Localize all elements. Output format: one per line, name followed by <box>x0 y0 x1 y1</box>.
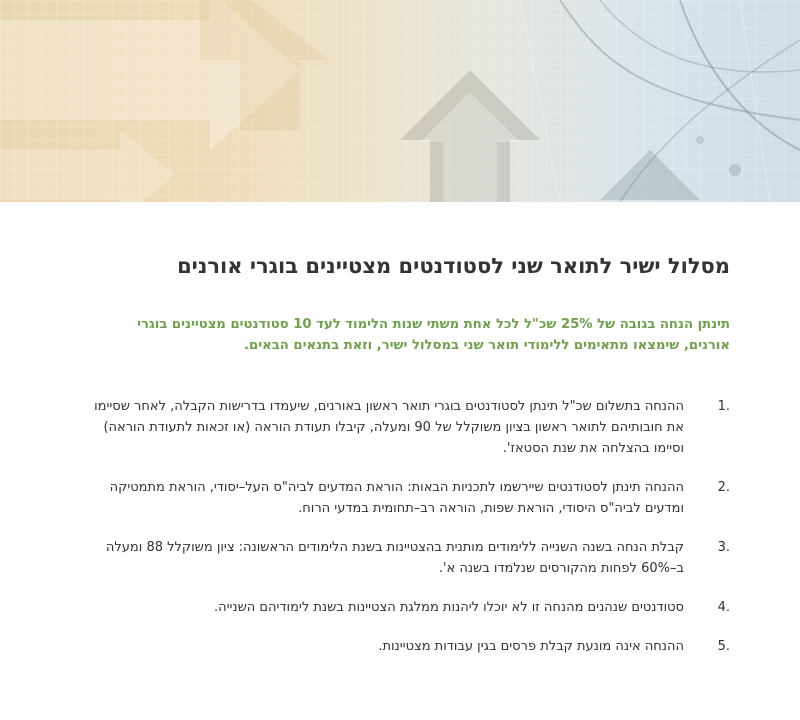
list-item-text: ההנחה בתשלום שכ"ל תינתן לסטודנטים בוגרי תואר ראשון באורנים, שיעמדו בדרישות הקבלה, לאחר שסיימו את חובותיהם לתואר ראשון בציון משוקלל של 90 ומעלה, קיבלו תעודת הוראה (או זכאות לתעודת הוראה) וסיימו בהצלחה את שנת הסטאז'. <box>94 399 684 456</box>
conditions-list <box>70 396 730 675</box>
list-item-text: סטודנטים שנהנים מהנחה זו לא יוכלו ליהנות ממלגת הצטיינות בשנת לימודיהם השנייה. <box>213 600 684 615</box>
list-item-number: .3 <box>717 540 730 555</box>
list-item-number: .4 <box>717 600 730 615</box>
page-title: מסלול ישיר לתואר שני לסטודנטים מצטיינים בוגרי אורנים <box>177 254 730 278</box>
list-item <box>70 477 730 519</box>
list-item <box>70 537 730 579</box>
intro-text: תינתן הנחה בגובה של 25% שכ"ל לכל אחת משתי שנות הלימוד לעד 10 סטודנטים מצטיינים בוגרי אורנים, שימצאו מתאימים ללימודי תואר שני במסלול ישיר, וזאת בתנאים הבאים. <box>137 317 730 353</box>
list-item-number: .5 <box>717 639 730 654</box>
list-item-number: .1 <box>717 399 730 414</box>
banner-arrows-graphic <box>0 0 800 202</box>
list-item <box>70 396 730 459</box>
list-item-text: קבלת הנחה בשנה השנייה ללימודים מותנית בהצטיינות בשנת הלימודים הראשונה: ציון משוקלל 88 ומעלה ב–60% לפחות מהקורסים שנלמדו בשנה א'. <box>105 540 684 576</box>
list-item-text: ההנחה תינתן לסטודנטים שיירשמו לתכניות הבאות: הוראת המדעים לביה"ס העל–יסודי, הוראת מתמטיקה ומדעים לביה"ס היסודי, הוראת שפות, הוראה רב–תחומית במדעי הרוח. <box>109 480 684 516</box>
list-item <box>70 597 730 618</box>
list-item <box>70 636 730 657</box>
list-item-text: ההנחה אינה מונעת קבלת פרסים בגין עבודות מצטיינות. <box>378 639 684 654</box>
list-item-number: .2 <box>717 480 730 495</box>
hero-banner <box>0 0 800 202</box>
